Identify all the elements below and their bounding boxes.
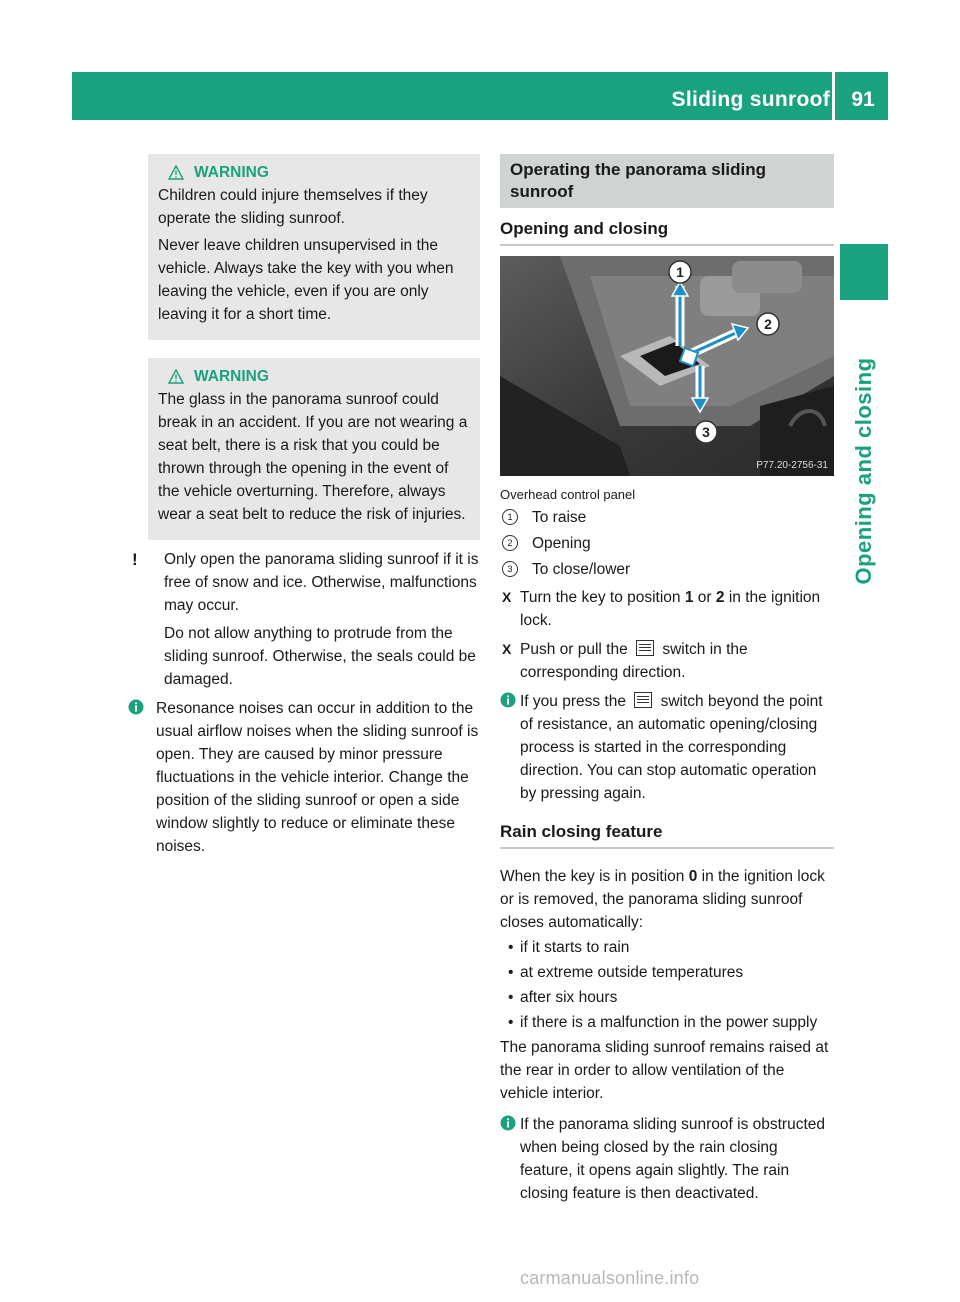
legend-text: Opening [532,534,591,552]
side-tab-marker [840,244,888,300]
page-number: 91 [851,88,875,111]
info-note-resonance [128,697,480,858]
side-tab-label [847,326,881,616]
side-tab-text: Opening and closing [851,357,876,585]
info-text: If you press the [520,693,626,710]
photo-reference: P77.20-2756-31 [756,460,828,471]
warning-box-children [148,154,480,340]
step-arrow-icon: X [502,641,512,657]
warning-text: Never leave children unsupervised in the vehicle. Always take the key with you when leaving the vehicle, even if you are only leaving it for a short time. [158,237,454,323]
rain-intro-text: in the ignition lock or is removed, the panorama sliding sunroof closes automatically: [500,868,825,931]
key-position: 0 [688,868,698,885]
rain-intro-text: When the key is in position [500,868,689,885]
warning-box-glass [148,358,480,540]
exclamation-icon: ! [132,550,138,569]
warning-triangle-icon [168,165,184,180]
subheading-rain-closing: Rain closing feature [500,821,834,849]
left-column [132,154,480,866]
legend-text: To close/lower [532,560,631,578]
photo-label-1: 1 [676,264,684,280]
header-title: Sliding sunroof [671,88,830,111]
bullet-item: • if there is a malfunction in the power supply [500,1011,834,1034]
caution-text: Do not allow anything to protrude from the sliding sunroof. Otherwise, the seals could be damaged. [164,625,476,688]
sunroof-switch-icon [634,692,652,708]
warning-label: WARNING [194,367,269,385]
step-text: in the ignition lock. [520,589,821,629]
legend-item [500,504,834,530]
photo-caption: Overhead control panel [500,487,636,502]
step-arrow-icon: X [502,589,512,605]
info-icon [128,699,144,715]
warning-heading [168,364,470,388]
info-icon [500,1115,516,1131]
warning-label: WARNING [194,163,269,181]
right-column [500,154,834,1213]
legend-list [500,504,834,582]
step-text: Push or pull the [520,641,628,658]
bullet-item: • if it starts to rain [500,936,834,959]
subheading-opening-closing: Opening and closing [500,218,834,246]
caution-note [132,548,480,691]
header-divider [832,72,835,120]
info-text: If the panorama sliding sunroof is obstructed when being closed by the rain closing feature, it opens again slightly. The rain closing feature is then deactivated. [520,1116,826,1202]
key-position: 1 [684,589,694,606]
caution-text: Only open the panorama sliding sunroof if it is free of snow and ice. Otherwise, malfunctions may occur. [164,551,479,614]
warning-triangle-icon [168,369,184,384]
watermark: carmanualsonline.info [520,1268,700,1288]
bullet-item: • after six hours [500,986,834,1009]
rain-ventilation-text: The panorama sliding sunroof remains raised at the rear in order to allow ventilation of the vehicle interior. [500,1039,829,1102]
photo-label-3: 3 [702,424,710,440]
key-position: 2 [715,589,725,606]
info-icon [500,692,516,708]
instruction-step [500,586,834,632]
rain-intro [500,865,834,934]
sunroof-switch-icon [636,640,654,656]
step-text: Turn the key to position [520,589,685,606]
info-note-automatic [500,690,834,805]
legend-text: To raise [532,508,587,526]
instruction-step [500,638,834,684]
info-text: switch beyond the point of resistance, an automatic opening/closing process is started in the corresponding direction. You can stop automatic operation by pressing again. [520,693,823,802]
info-text: Resonance noises can occur in addition to the usual airflow noises when the sliding sunroof is open. They are caused by minor pressure fluctuations in the vehicle interior. Change the position of the sliding sunroof or open a side window slightly to reduce or eliminate these noises. [156,700,479,855]
legend-number: 1 [502,509,518,525]
legend-number: 3 [502,561,518,577]
legend-number: 2 [502,535,518,551]
legend-item [500,556,834,582]
bullet-item: • at extreme outside temperatures [500,961,834,984]
overhead-control-panel-photo [500,256,834,476]
warning-text: Children could injure themselves if they operate the sliding sunroof. [158,187,428,227]
step-text: switch in the corresponding direction. [520,641,748,681]
warning-text: The glass in the panorama sunroof could break in an accident. If you are not wearing a seat belt, there is a risk that you could be thrown through the opening in the event of the vehicle overturning. Therefore, always wear a seat belt to reduce the risk of injuries. [158,391,468,523]
legend-item [500,530,834,556]
section-title: Operating the panorama sliding sunroof [500,154,834,208]
step-text: or [693,589,716,606]
warning-heading [168,160,470,184]
info-note-obstruction [500,1113,834,1205]
photo-label-2: 2 [764,316,772,332]
